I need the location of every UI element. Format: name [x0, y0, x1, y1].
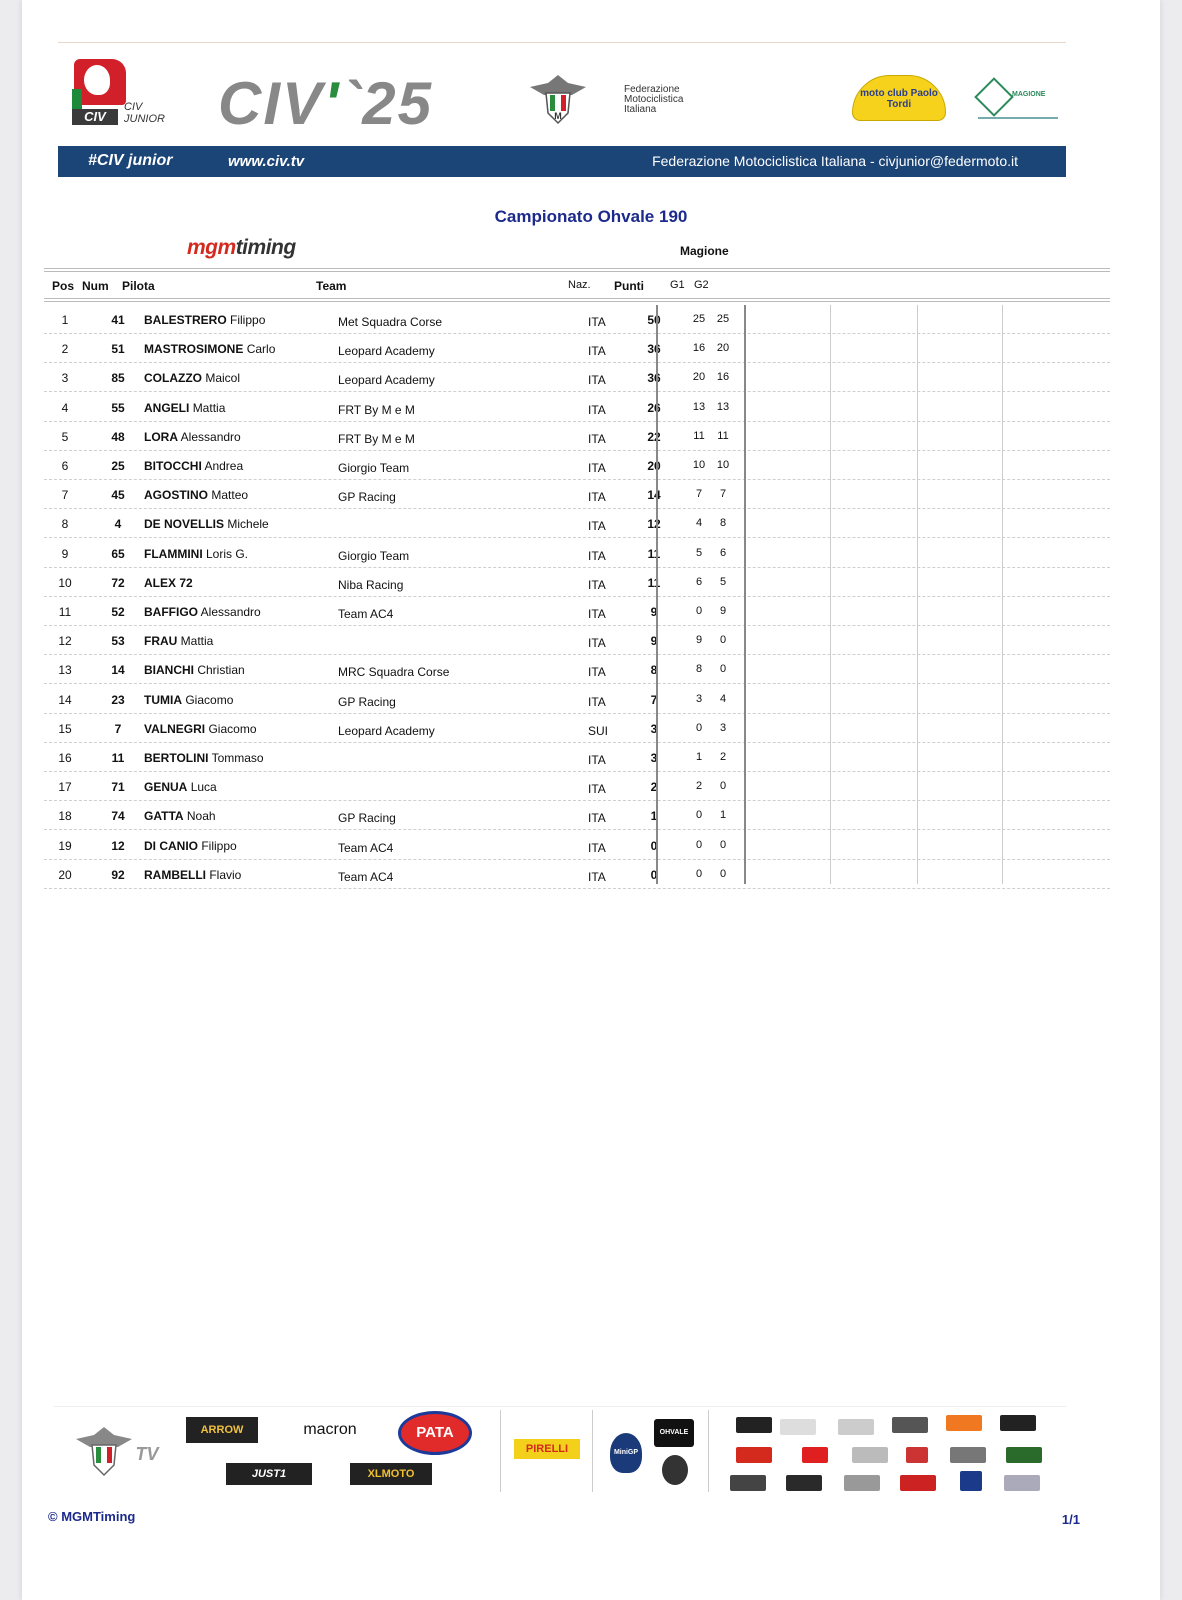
cell-naz: ITA	[588, 577, 606, 592]
cell-g2: 13	[716, 400, 730, 413]
cell-naz: ITA	[588, 402, 606, 417]
sponsor-logo	[780, 1419, 816, 1435]
cell-punti: 0	[650, 838, 658, 853]
cell-punti: 14	[647, 488, 661, 503]
cell-pos: 3	[61, 371, 69, 386]
cell-pos: 11	[58, 605, 72, 619]
cell-pilota	[144, 313, 265, 327]
fmi-text: Federazione Motociclistica Italiana	[624, 84, 684, 115]
column-separator	[1002, 305, 1003, 884]
cell-punti: 1	[650, 809, 658, 824]
cell-pilota	[144, 342, 275, 356]
cell-pilota	[144, 488, 248, 502]
cell-g2: 3	[719, 721, 727, 734]
rider-lastname: TUMIA	[144, 692, 182, 707]
cell-g1: 0	[695, 605, 703, 617]
col-naz: Naz.	[568, 279, 591, 291]
cell-naz: ITA	[588, 490, 606, 505]
cell-team: FRT By M e M	[338, 402, 415, 417]
table-row	[44, 859, 1110, 889]
cell-g2: 20	[716, 342, 730, 355]
table-row	[44, 508, 1110, 538]
cell-naz: ITA	[588, 636, 606, 651]
cell-pilota	[144, 401, 225, 415]
cell-pos: 20	[58, 867, 72, 882]
column-separator	[744, 305, 746, 884]
rider-firstname: Giacomo	[208, 721, 257, 736]
table-row	[44, 392, 1110, 422]
cell-team: Leopard Academy	[338, 344, 435, 359]
cell-pos: 17	[58, 780, 72, 795]
sponsor-logo	[960, 1471, 982, 1491]
table-row	[44, 625, 1110, 655]
cell-pilota	[144, 371, 240, 385]
cell-punti: 26	[647, 400, 661, 415]
cell-pilota	[144, 809, 216, 823]
cell-pos: 9	[61, 546, 69, 561]
cell-pos: 8	[61, 517, 69, 532]
cell-pilota	[144, 517, 269, 531]
rider-firstname: Matteo	[211, 488, 249, 503]
table-row	[44, 800, 1110, 830]
col-num: Num	[82, 279, 109, 293]
cell-naz: ITA	[588, 519, 606, 534]
cell-g2: 8	[719, 517, 727, 530]
federation-contact: Federazione Motociclistica Italiana - civjunior@federmoto.it	[652, 153, 1018, 169]
macron-logo: macron	[303, 1421, 357, 1438]
copyright: © MGMTiming	[48, 1509, 136, 1524]
rider-firstname: Noah	[186, 809, 216, 824]
results-page	[22, 0, 1160, 1600]
cell-pilota	[144, 693, 233, 707]
divider	[44, 271, 1110, 272]
rider-lastname: FRAU	[144, 634, 178, 649]
sponsor-logo	[900, 1475, 936, 1491]
cell-naz: SUI	[588, 723, 609, 738]
cell-num: 4	[114, 517, 122, 532]
cell-g1: 7	[695, 488, 703, 501]
cell-num: 71	[111, 780, 125, 795]
cell-g2: 0	[719, 663, 727, 676]
col-g1: G1	[670, 279, 685, 291]
cell-pilota	[144, 547, 248, 561]
rider-firstname: Carlo	[246, 342, 276, 357]
cell-g1: 0	[695, 867, 703, 880]
civ-junior-logo: CIV	[72, 59, 128, 125]
cell-g2: 5	[719, 575, 727, 588]
cell-pos: 6	[61, 459, 69, 473]
rider-lastname: BALESTRERO	[144, 313, 227, 327]
cell-punti: 20	[647, 459, 661, 473]
cell-g1: 3	[695, 692, 703, 705]
cell-g1: 4	[695, 517, 703, 530]
championship-title: Campionato Ohvale 190	[494, 207, 688, 226]
table-row	[44, 479, 1110, 509]
cell-naz: ITA	[588, 607, 606, 621]
cell-g2: 25	[716, 313, 730, 325]
cell-pilota	[144, 634, 213, 648]
cell-punti: 8	[650, 663, 658, 678]
cell-pos: 12	[58, 634, 72, 649]
cell-g2: 0	[719, 780, 727, 793]
divider	[44, 298, 1110, 299]
cell-team: Leopard Academy	[338, 373, 435, 388]
cell-g1: 8	[695, 663, 703, 676]
cell-g2: 4	[719, 692, 727, 705]
sponsor-divider	[708, 1410, 709, 1492]
cell-num: 23	[111, 692, 125, 707]
cell-num: 74	[111, 809, 125, 824]
hashtag: #CIV junior	[88, 152, 173, 169]
rider-firstname: Andrea	[204, 459, 244, 473]
cell-g1: 0	[695, 721, 703, 734]
fmi-emblem-icon	[528, 73, 588, 125]
cell-pos: 14	[58, 692, 72, 707]
table-row	[44, 684, 1110, 714]
table-row	[44, 538, 1110, 568]
cell-g2: 10	[716, 459, 730, 471]
cell-g2: 0	[719, 867, 727, 880]
cell-num: 55	[111, 400, 125, 415]
cell-num: 65	[111, 546, 125, 561]
website-link[interactable]: www.civ.tv	[228, 153, 305, 170]
sponsor-logo	[786, 1475, 822, 1491]
rider-firstname: Michele	[227, 517, 269, 532]
cell-g1: 13	[692, 400, 706, 413]
sponsor-logo	[906, 1447, 928, 1463]
cell-naz: ITA	[588, 694, 606, 709]
sponsor-logo	[950, 1447, 986, 1463]
cell-g2: 6	[719, 546, 727, 559]
cell-num: 41	[111, 313, 125, 327]
rider-firstname: Giacomo	[185, 692, 234, 707]
rider-lastname: FLAMMINI	[144, 546, 203, 561]
cell-punti: 7	[650, 692, 658, 707]
rider-lastname: COLAZZO	[144, 371, 202, 386]
cell-num: 14	[111, 663, 125, 678]
sponsor-divider	[592, 1410, 593, 1492]
sponsor-logo	[1006, 1447, 1042, 1463]
cell-g2: 7	[719, 488, 727, 501]
fmi-tv-emblem-icon	[74, 1425, 134, 1479]
cell-punti: 3	[650, 721, 658, 736]
table-row	[44, 596, 1110, 626]
svg-text:M: M	[554, 111, 562, 121]
helmet-logo-icon	[662, 1455, 688, 1485]
table-row	[44, 771, 1110, 801]
table-row	[44, 713, 1110, 743]
sponsor-logo	[730, 1475, 766, 1491]
column-separator	[917, 305, 918, 884]
cell-g1: 25	[692, 313, 706, 325]
cell-pos: 19	[58, 838, 72, 853]
ohvale-logo: OHVALE	[654, 1419, 694, 1447]
cell-pos: 16	[58, 751, 72, 765]
cell-num: 52	[111, 605, 125, 619]
rider-lastname: GENUA	[144, 780, 188, 795]
cell-naz: ITA	[588, 461, 606, 475]
rider-firstname: Mattia	[192, 400, 226, 415]
col-pos: Pos	[52, 279, 75, 293]
table-row	[44, 362, 1110, 392]
col-g2: G2	[694, 279, 709, 291]
cell-g2: 1	[719, 809, 727, 822]
rider-firstname: Flavio	[209, 867, 242, 882]
cell-g1: 1	[695, 751, 703, 763]
cell-team: Niba Racing	[338, 577, 404, 592]
cell-g1: 0	[695, 809, 703, 822]
cell-pilota	[144, 722, 257, 736]
cell-punti: 2	[650, 780, 658, 795]
table-row	[44, 830, 1110, 860]
cell-num: 25	[111, 459, 125, 473]
sponsor-logo	[736, 1447, 772, 1463]
table-row	[44, 654, 1110, 684]
cell-punti: 9	[650, 605, 658, 619]
xlmoto-logo: XLMOTO	[350, 1463, 432, 1485]
pirelli-logo: PIRELLI	[514, 1439, 580, 1459]
rider-firstname: Tommaso	[211, 751, 264, 765]
rider-firstname: Mattia	[180, 634, 214, 649]
cell-pos: 15	[58, 721, 72, 736]
col-team: Team	[316, 279, 347, 293]
just1-logo: JUST1	[226, 1463, 312, 1485]
cell-naz: ITA	[588, 840, 606, 855]
rider-firstname: Loris G.	[206, 546, 249, 561]
cell-g1: 20	[692, 371, 706, 384]
sponsor-logo	[1000, 1415, 1036, 1431]
cell-naz: ITA	[588, 548, 606, 563]
cell-g1: 2	[695, 780, 703, 793]
cell-num: 53	[111, 634, 125, 649]
cell-num: 48	[111, 429, 125, 444]
table-row	[44, 304, 1110, 334]
table-row	[44, 567, 1110, 597]
cell-pos: 4	[61, 400, 69, 415]
cell-num: 51	[111, 342, 125, 357]
pata-logo: PATA	[398, 1411, 472, 1455]
rider-lastname: ALEX 72	[144, 575, 193, 590]
cell-team: Giorgio Team	[338, 461, 410, 475]
sponsor-logo	[892, 1417, 928, 1433]
rider-firstname: Alessandro	[200, 605, 261, 619]
minigp-logo: MiniGP	[610, 1433, 642, 1473]
cell-g2: 2	[719, 751, 727, 763]
rider-lastname: AGOSTINO	[144, 488, 209, 503]
cell-punti: 11	[647, 546, 661, 561]
divider	[44, 301, 1110, 302]
cell-num: 92	[111, 867, 125, 882]
cell-punti: 36	[647, 371, 661, 386]
cell-naz: ITA	[588, 344, 606, 359]
cell-pos: 7	[61, 488, 69, 503]
cell-g1: 16	[692, 342, 706, 355]
cell-pilota	[144, 663, 245, 677]
cell-pos: 10	[58, 575, 72, 590]
rider-lastname: BIANCHI	[144, 663, 194, 678]
cell-naz: ITA	[588, 315, 606, 329]
cell-pos: 2	[61, 342, 69, 357]
cell-g2: 11	[717, 429, 729, 442]
cell-naz: ITA	[588, 431, 606, 446]
sponsor-bar	[54, 1406, 1066, 1497]
sponsor-logo	[736, 1417, 772, 1433]
rider-lastname: RAMBELLI	[144, 867, 206, 882]
venue-label: Magione	[680, 244, 729, 258]
cell-naz: ITA	[588, 782, 606, 797]
cell-naz: ITA	[588, 811, 606, 826]
cell-naz: ITA	[588, 869, 606, 884]
rider-lastname: BAFFIGO	[144, 605, 198, 619]
cell-pilota	[144, 430, 241, 444]
cell-team: Team AC4	[338, 869, 394, 884]
rider-firstname: Christian	[197, 663, 245, 678]
rider-lastname: BERTOLINI	[144, 751, 209, 765]
header-band	[58, 146, 1066, 177]
rider-firstname: Filippo	[230, 313, 266, 327]
sponsor-logo	[802, 1447, 828, 1463]
cell-g1: 0	[695, 838, 703, 851]
rider-firstname: Alessandro	[180, 429, 241, 444]
cell-num: 85	[111, 371, 125, 386]
cell-team: FRT By M e M	[338, 431, 415, 446]
sponsor-logo	[844, 1475, 880, 1491]
cell-num: 12	[111, 838, 125, 853]
cell-g2: 0	[719, 634, 727, 647]
cell-pilota	[144, 839, 237, 853]
cell-pilota	[144, 780, 217, 794]
civ-junior-label: CIV JUNIOR	[124, 101, 165, 125]
cell-naz: ITA	[588, 753, 606, 767]
cell-pos: 5	[61, 429, 69, 444]
col-pilota: Pilota	[122, 279, 155, 293]
autodromo-magione-logo: MAGIONE	[978, 81, 1058, 119]
cell-num: 72	[111, 575, 125, 590]
cell-pilota	[144, 576, 193, 590]
cell-team: Leopard Academy	[338, 723, 435, 738]
cell-punti: 50	[647, 313, 661, 327]
cell-team: Met Squadra Corse	[338, 315, 443, 329]
cell-g1: 10	[692, 459, 706, 471]
cell-num: 45	[111, 488, 125, 503]
cell-pilota	[144, 751, 264, 765]
sponsor-logo	[838, 1419, 874, 1435]
mgmtiming-logo: mgmtiming	[187, 236, 296, 259]
cell-team: Giorgio Team	[338, 548, 410, 563]
cell-team: GP Racing	[338, 811, 396, 826]
cell-num: 11	[111, 751, 125, 765]
rider-lastname: MASTROSIMONE	[144, 342, 244, 357]
cell-pilota	[144, 868, 241, 882]
rider-lastname: VALNEGRI	[144, 721, 206, 736]
cell-pilota	[144, 605, 261, 619]
cell-team: GP Racing	[338, 694, 396, 709]
cell-g1: 6	[695, 575, 703, 588]
table-row	[44, 421, 1110, 451]
cell-pos: 13	[58, 663, 72, 678]
cell-team: MRC Squadra Corse	[338, 665, 450, 680]
cell-g1: 11	[693, 429, 705, 442]
cell-punti: 36	[647, 342, 661, 357]
cell-team: GP Racing	[338, 490, 396, 505]
rider-lastname: LORA	[144, 429, 178, 444]
sponsor-logo	[1004, 1475, 1040, 1491]
cell-team: Team AC4	[338, 840, 394, 855]
sponsor-divider	[500, 1410, 501, 1492]
col-punti: Punti	[614, 279, 644, 293]
cell-g1: 9	[695, 634, 703, 647]
civ25-logo: CIV'`25	[218, 70, 434, 137]
cell-punti: 3	[650, 751, 658, 765]
moto-club-logo: moto club Paolo Tordi	[852, 75, 946, 121]
table-row	[44, 742, 1110, 772]
cell-g2: 16	[716, 371, 730, 384]
column-separator	[830, 305, 831, 884]
table-row	[44, 450, 1110, 480]
cell-pos: 18	[58, 809, 72, 824]
divider	[44, 268, 1110, 269]
cell-team: Team AC4	[338, 607, 394, 621]
table-row	[44, 333, 1110, 363]
page-number: 1/1	[1061, 1512, 1080, 1527]
rider-firstname: Luca	[190, 780, 217, 795]
rider-lastname: DE NOVELLIS	[144, 517, 225, 532]
cell-naz: ITA	[588, 373, 606, 388]
rider-firstname: Maicol	[205, 371, 241, 386]
cell-g1: 5	[695, 546, 703, 559]
rider-lastname: DI CANIO	[144, 838, 198, 853]
cell-g2: 9	[719, 605, 727, 617]
arrow-logo: ARROW	[186, 1417, 258, 1443]
cell-naz: ITA	[588, 665, 606, 680]
rider-firstname: Filippo	[201, 838, 237, 853]
cell-g2: 0	[719, 838, 727, 851]
cell-pos: 1	[61, 313, 69, 327]
cell-punti: 12	[647, 517, 661, 532]
cell-num: 7	[114, 721, 122, 736]
sponsor-logo	[852, 1447, 888, 1463]
cell-pilota	[144, 459, 243, 473]
column-separator	[656, 305, 658, 884]
fmi-tv-label: TV	[135, 1444, 159, 1464]
header-logos	[58, 42, 1066, 146]
rider-lastname: ANGELI	[144, 400, 190, 415]
cell-punti: 22	[647, 429, 661, 444]
cell-punti: 0	[650, 867, 658, 882]
sponsor-logo	[946, 1415, 982, 1431]
cell-punti: 11	[647, 575, 661, 590]
cell-punti: 9	[650, 634, 658, 649]
rider-lastname: BITOCCHI	[144, 459, 202, 473]
rider-lastname: GATTA	[144, 809, 184, 824]
